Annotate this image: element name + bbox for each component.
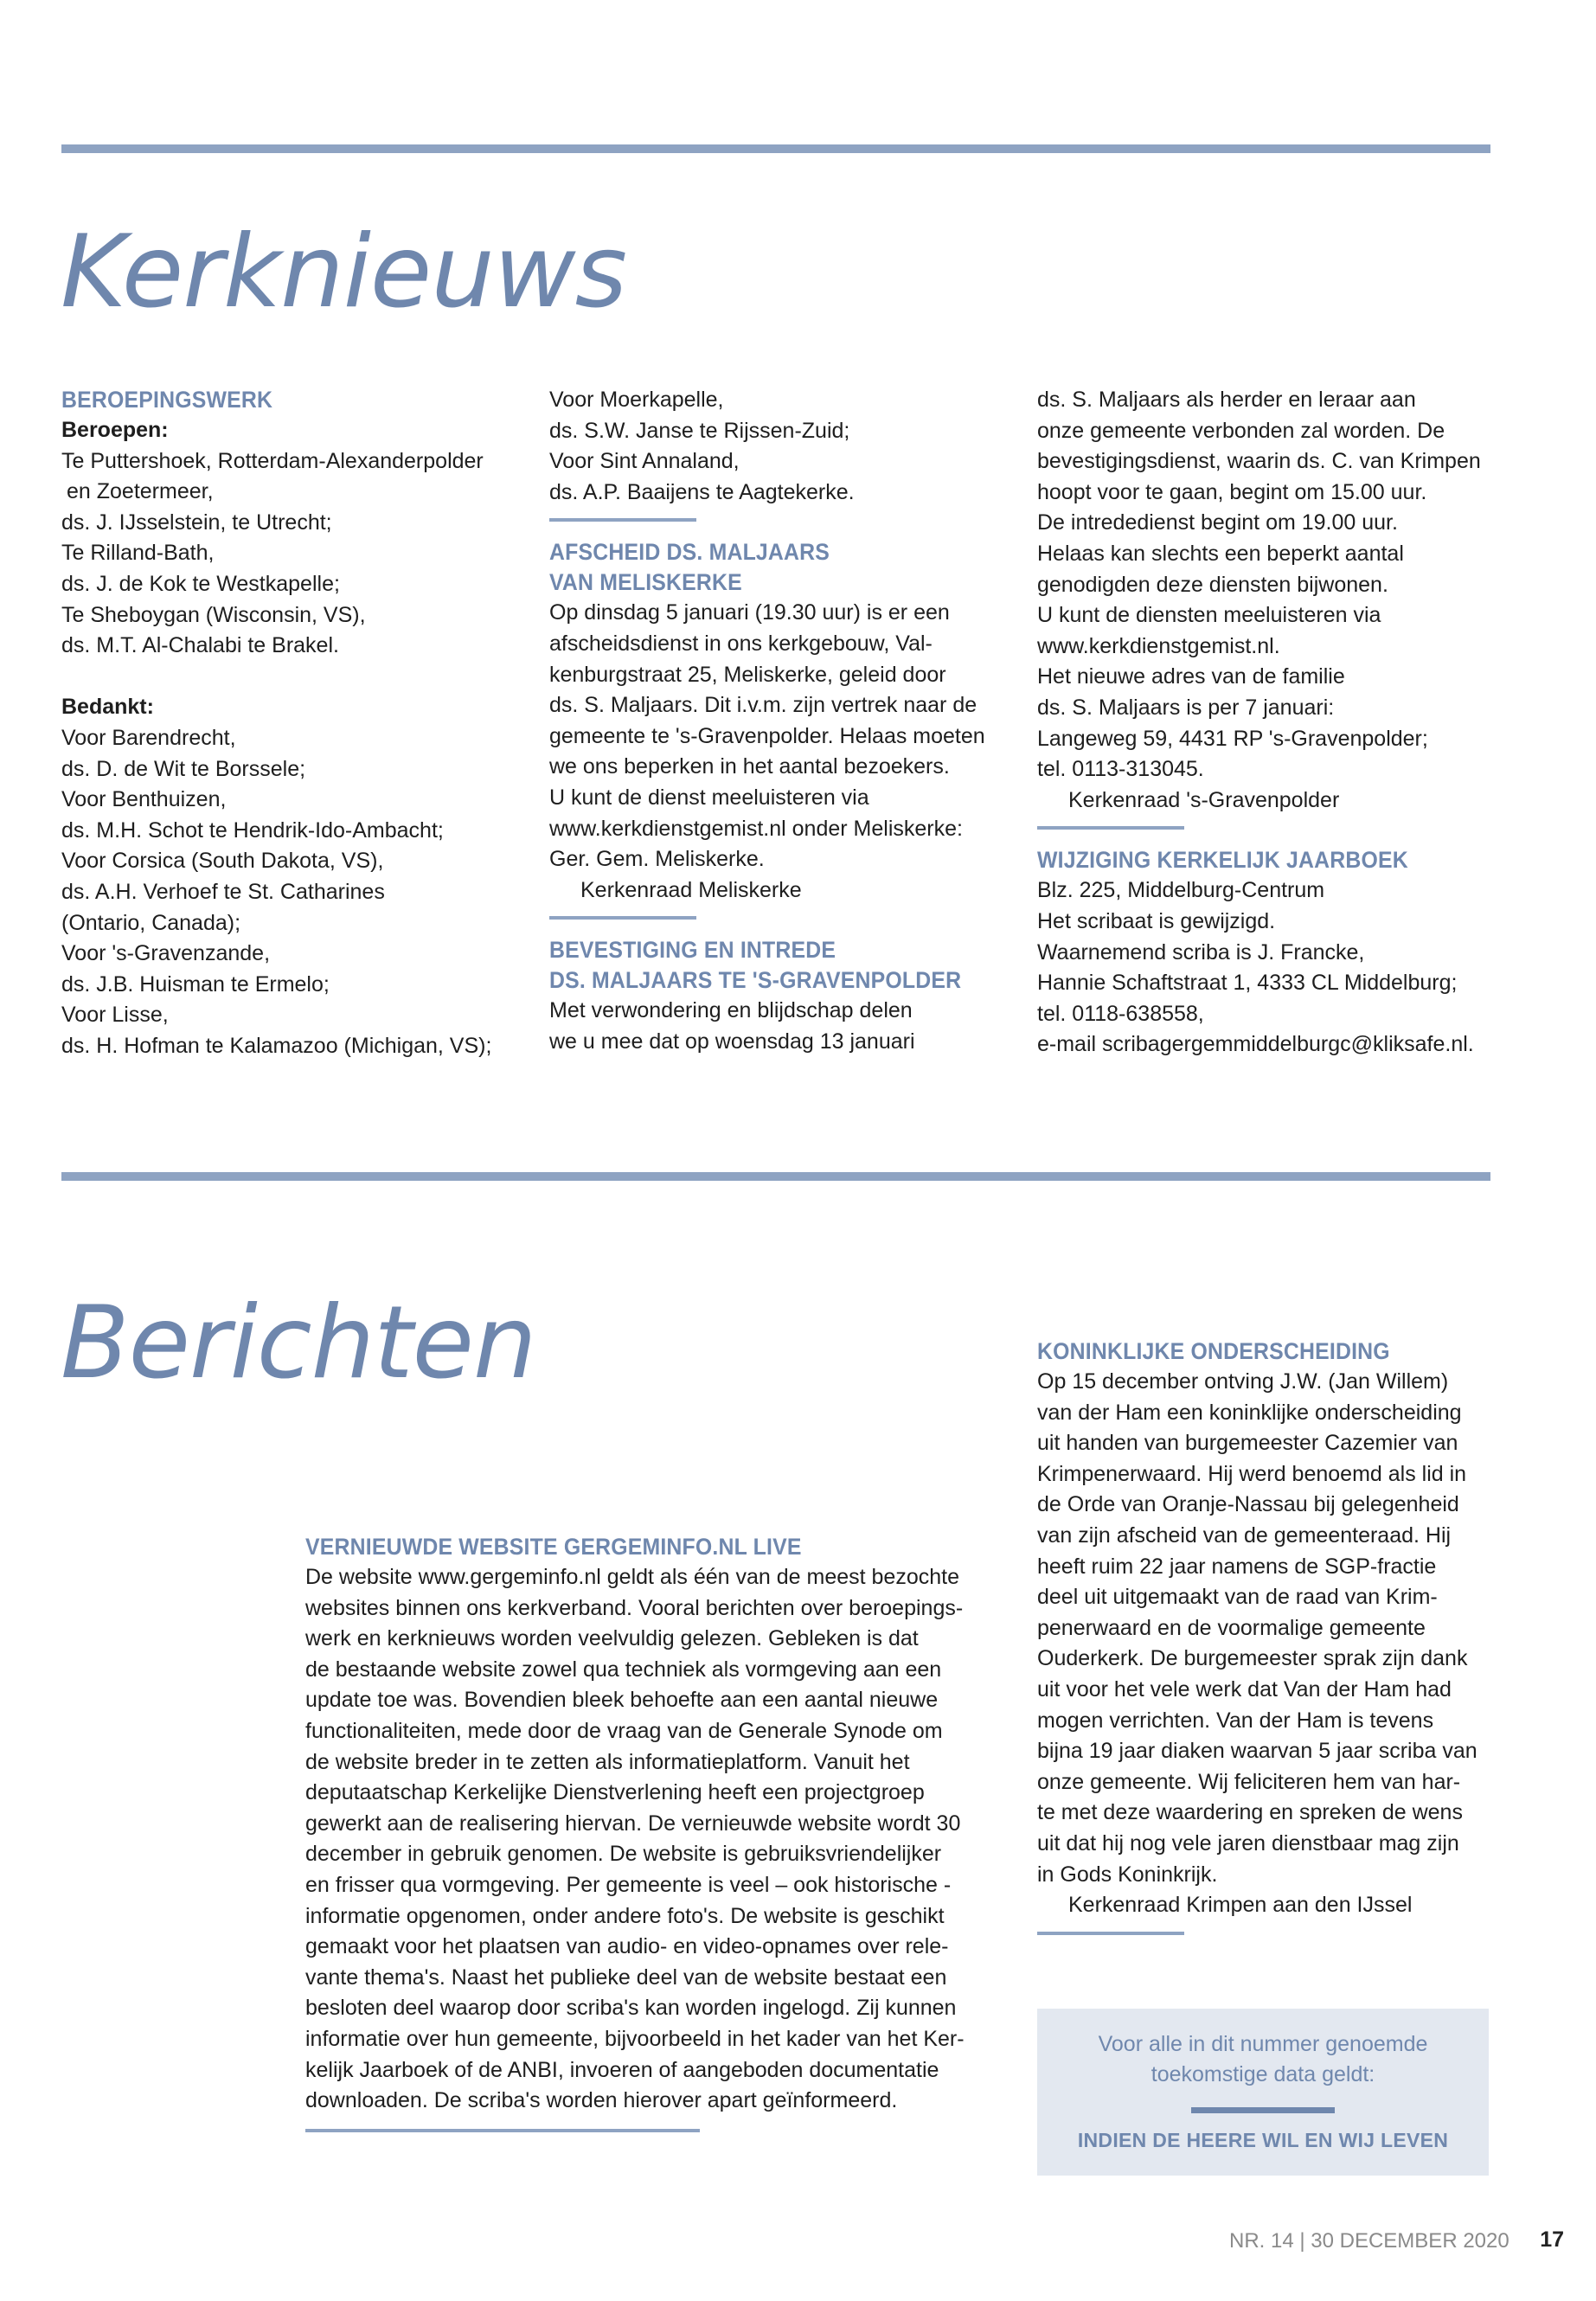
text-line: penerwaard en de voormalige gemeente — [1037, 1615, 1426, 1640]
text-line: ds. S. Maljaars. Dit i.v.m. zijn vertrek naar de — [549, 693, 977, 718]
text-line: uit handen van burgemeester Cazemier van — [1037, 1431, 1458, 1456]
text-line: ds. S. Maljaars is per 7 januari: — [1037, 695, 1335, 720]
text-line: bijna 19 jaar diaken waarvan 5 jaar scriba van — [1037, 1739, 1477, 1764]
text-line: Ouderkerk. De burgemeester sprak zijn dank — [1037, 1646, 1468, 1671]
text-line: vante thema's. Naast het publieke deel van de website bestaat een — [305, 1965, 947, 1990]
website-heading: VERNIEUWDE WEBSITE GERGEMINFO.NL LIVE — [305, 1534, 802, 1560]
text-line: Waarnemend scriba is J. Francke, — [1037, 939, 1365, 965]
list-item: ds. D. de Wit te Borssele; — [61, 756, 306, 781]
text-line: Op 15 december ontving J.W. (Jan Willem) — [1037, 1369, 1449, 1394]
bedankt-list — [61, 723, 511, 1062]
text-line: gemaakt voor het plaatsen van audio- en video-opnames over rele- — [305, 1934, 949, 1959]
callout-bar — [1191, 2107, 1335, 2113]
text-line: downloaden. De scriba's worden hierover apart geïnformeerd. — [305, 2088, 898, 2113]
text-line: Langeweg 59, 4431 RP 's-Gravenpolder; — [1037, 726, 1428, 751]
separator — [305, 2129, 700, 2132]
text-line: websites binnen ons kerkverband. Vooral berichten over beroepings- — [305, 1595, 964, 1620]
bevestiging-continued — [1037, 385, 1504, 785]
beroepingswerk-heading: BEROEPINGSWERK — [61, 387, 273, 413]
list-item: Voor 's-Gravenzande, — [61, 941, 271, 966]
text-line: U kunt de dienst meeluisteren via — [549, 785, 869, 810]
middle-rule — [61, 1172, 1490, 1181]
text-line: hoopt voor te gaan, begint om 15.00 uur. — [1037, 479, 1427, 504]
text-line: afscheidsdienst in ons kerkgebouw, Val- — [549, 631, 933, 656]
beroepen-label: Beroepen: — [61, 418, 169, 442]
bedankt-label: Bedankt: — [61, 695, 154, 720]
list-item: Voor Corsica (South Dakota, VS), — [61, 849, 384, 874]
callout-condition: INDIEN DE HEERE WIL EN WIJ LEVEN — [1077, 2129, 1449, 2151]
list-item: Te Sheboygan (Wisconsin, VS), — [61, 602, 366, 627]
list-item: ds. S.W. Janse te Rijssen-Zuid; — [549, 418, 850, 443]
callout-line-1: Voor alle in dit nummer genoemde — [1098, 2032, 1428, 2056]
onderscheiding-article — [1037, 1336, 1504, 1951]
kerknieuws-column-2 — [549, 385, 999, 1058]
text-line: www.kerkdienstgemist.nl onder Meliskerke: — [549, 816, 963, 841]
text-line: deputaatschap Kerkelijke Dienstverlening heeft een projectgroep — [305, 1780, 925, 1805]
text-line: te met deze waardering en spreken de wens — [1037, 1800, 1463, 1825]
text-line: Helaas kan slechts een beperkt aantal — [1037, 541, 1404, 566]
text-line: werk en kerknieuws worden veelvuldig gelezen. Gebleken is dat — [305, 1626, 919, 1651]
page-number: 17 — [1540, 2227, 1564, 2252]
list-item: Te Rilland-Bath, — [61, 541, 215, 566]
kerknieuws-column-1 — [61, 385, 511, 1061]
list-item: ds. M.T. Al-Chalabi te Brakel. — [61, 633, 339, 658]
list-item: Voor Moerkapelle, — [549, 388, 724, 412]
text-line: informatie over hun gemeente, bijvoorbeeld in het kader van het Ker- — [305, 2026, 965, 2051]
bevestiging-heading-line-1: BEVESTIGING EN INTREDE — [549, 937, 836, 964]
text-line: Hannie Schaftstraat 1, 4333 CL Middelburg; — [1037, 971, 1458, 996]
text-line: De intrededienst begint om 19.00 uur. — [1037, 510, 1398, 535]
text-line: Ger. Gem. Meliskerke. — [549, 847, 765, 872]
text-line: tel. 0118-638558, — [1037, 1001, 1204, 1026]
text-line: U kunt de diensten meeluisteren via — [1037, 603, 1381, 628]
text-line: de Orde van Oranje-Nassau bij gelegenheid — [1037, 1492, 1459, 1517]
list-item: Te Puttershoek, Rotterdam-Alexanderpolder — [61, 448, 484, 473]
onderscheiding-heading: KONINKLIJKE ONDERSCHEIDING — [1037, 1338, 1390, 1364]
text-line: gemeente te 's-Gravenpolder. Helaas moeten — [549, 723, 985, 748]
issue-info: NR. 14 | 30 DECEMBER 2020 — [1229, 2229, 1509, 2253]
text-line: www.kerkdienstgemist.nl. — [1037, 633, 1280, 658]
text-line: deel uit uitgemaakt van de raad van Krim- — [1037, 1585, 1438, 1610]
list-item: en Zoetermeer, — [67, 479, 214, 504]
afscheid-heading-line-2: VAN MELISKERKE — [549, 569, 742, 596]
callout-line-2: toekomstige data geldt: — [1151, 2062, 1375, 2086]
beroepen-list — [61, 446, 511, 662]
bevestiging-signature: Kerkenraad 's-Gravenpolder — [1068, 787, 1340, 812]
jaarboek-heading: WIJZIGING KERKELIJK JAARBOEK — [1037, 847, 1408, 874]
text-line: mogen verrichten. Van der Ham is tevens — [1037, 1708, 1434, 1733]
berichten-title: Berichten — [61, 1285, 536, 1401]
text-line: uit dat hij nog vele jaren dienstbaar mag zijn — [1037, 1830, 1459, 1856]
text-line: in Gods Koninkrijk. — [1037, 1862, 1218, 1887]
text-line: kenburgstraat 25, Meliskerke, geleid door — [549, 662, 946, 687]
list-item: ds. H. Hofman te Kalamazoo (Michigan, VS); — [61, 1033, 492, 1058]
afscheid-signature: Kerkenraad Meliskerke — [580, 877, 802, 902]
text-line: besloten deel waarop door scriba's kan worden ingelogd. Zij kunnen — [305, 1996, 957, 2021]
website-article — [305, 1532, 997, 2132]
text-line: update toe was. Bovendien bleek behoefte aan een aantal nieuwe — [305, 1688, 939, 1713]
list-item: ds. A.H. Verhoef te St. Catharines — [61, 879, 385, 904]
text-line: onze gemeente verbonden zal worden. De — [1037, 418, 1445, 443]
text-line: functionaliteiten, mede door de vraag van de Generale Synode om — [305, 1718, 943, 1743]
callout-note — [1037, 2029, 1489, 2090]
list-item: ds. J. de Kok te Westkapelle; — [61, 571, 340, 596]
text-line: de bestaande website zowel qua techniek als vormgeving aan een — [305, 1657, 942, 1682]
text-line: tel. 0113-313045. — [1037, 757, 1204, 782]
separator — [549, 518, 696, 522]
text-line: december in gebruik genomen. De website is gebruiksvriendelijker — [305, 1842, 942, 1867]
text-line: genodigden deze diensten bijwonen. — [1037, 572, 1388, 597]
callout-box — [1037, 2009, 1489, 2176]
list-item: Voor Barendrecht, — [61, 725, 236, 750]
text-line: Het nieuwe adres van de familie — [1037, 664, 1345, 689]
list-item: Voor Benthuizen, — [61, 787, 227, 812]
list-item: Voor Lisse, — [61, 1003, 169, 1028]
list-item: ds. J.B. Huisman te Ermelo; — [61, 971, 330, 997]
text-line: Met verwondering en blijdschap delen — [549, 998, 913, 1023]
text-line: e-mail scribagergemmiddelburgc@kliksafe.nl. — [1037, 1032, 1474, 1057]
text-line: de website breder in te zetten als informatieplatform. Vanuit het — [305, 1749, 910, 1774]
text-line: we ons beperken in het aantal bezoekers. — [549, 754, 950, 779]
separator — [549, 916, 696, 920]
afscheid-heading-line-1: AFSCHEID DS. MALJAARS — [549, 539, 830, 566]
separator — [1037, 1932, 1184, 1935]
list-item: ds. A.P. Baaijens te Aagtekerke. — [549, 479, 855, 504]
bevestiging-heading-line-2: DS. MALJAARS TE 'S-GRAVENPOLDER — [549, 967, 962, 994]
list-item: ds. M.H. Schot te Hendrik-Ido-Ambacht; — [61, 817, 444, 843]
list-item: ds. J. IJsselstein, te Utrecht; — [61, 510, 332, 535]
text-line: onze gemeente. Wij feliciteren hem van har- — [1037, 1769, 1461, 1794]
text-line: kelijk Jaarboek of de ANBI, invoeren of aangeboden documentatie — [305, 2057, 939, 2082]
text-line: informatie opgenomen, onder andere foto's. De website is geschikt — [305, 1903, 945, 1928]
onderscheiding-signature: Kerkenraad Krimpen aan den IJssel — [1068, 1893, 1413, 1918]
kerknieuws-title: Kerknieuws — [61, 214, 627, 330]
text-line: heeft ruim 22 jaar namens de SGP-fractie — [1037, 1554, 1437, 1579]
text-line: Blz. 225, Middelburg-Centrum — [1037, 878, 1325, 903]
kerknieuws-column-3 — [1037, 385, 1504, 1061]
text-line: Op dinsdag 5 januari (19.30 uur) is er een — [549, 600, 950, 625]
text-line: Het scribaat is gewijzigd. — [1037, 908, 1276, 933]
afscheid-body — [549, 598, 999, 875]
text-line: ds. S. Maljaars als herder en leraar aan — [1037, 388, 1416, 412]
text-line: en frisser qua vormgeving. Per gemeente is veel – ook historische - — [305, 1872, 952, 1897]
text-line: bevestigingsdienst, waarin ds. C. van Krimpen — [1037, 449, 1481, 474]
text-line: van zijn afscheid van de gemeenteraad. Hij — [1037, 1522, 1452, 1548]
top-rule — [61, 144, 1490, 153]
text-line: De website www.gergeminfo.nl geldt als één van de meest bezochte — [305, 1565, 959, 1589]
list-item: (Ontario, Canada); — [61, 910, 241, 935]
separator — [1037, 826, 1184, 830]
list-item: Voor Sint Annaland, — [549, 449, 740, 474]
text-line: we u mee dat op woensdag 13 januari — [549, 1029, 915, 1054]
text-line: van der Ham een koninklijke onderscheiding — [1037, 1400, 1462, 1425]
text-line: uit voor het vele werk dat Van der Ham had — [1037, 1676, 1452, 1702]
text-line: gewerkt aan de realisering hiervan. De vernieuwde website wordt 30 — [305, 1811, 961, 1836]
text-line: Krimpenerwaard. Hij werd benoemd als lid in — [1037, 1461, 1467, 1486]
